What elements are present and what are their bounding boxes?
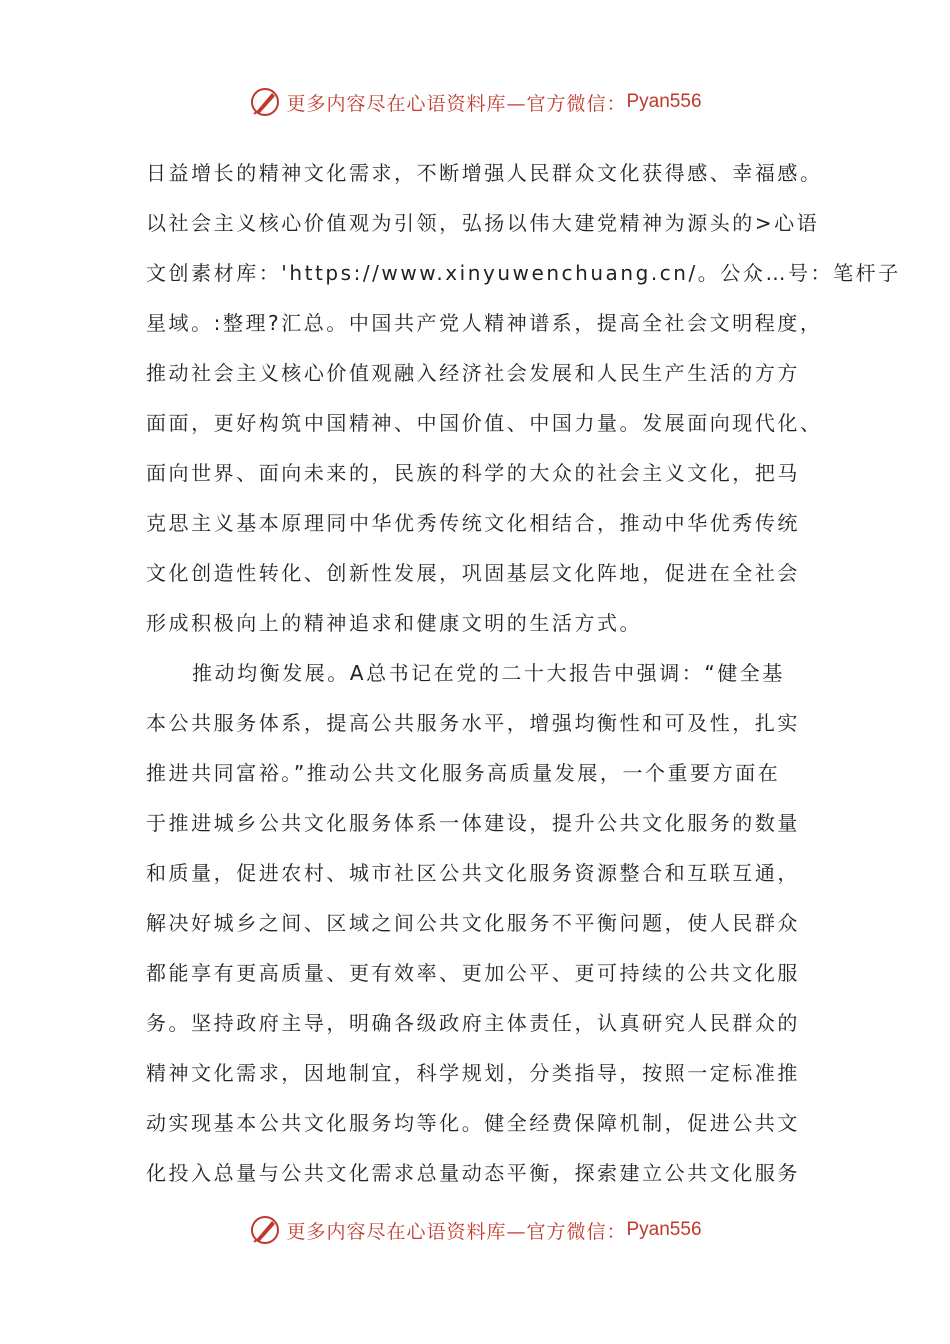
footer-wechat-id: Pyan556 <box>626 1219 702 1240</box>
body-line: 于推进城乡公共文化服务体系一体建设，提升公共文化服务的数量 <box>146 811 800 835</box>
document-body <box>146 148 901 1198</box>
body-line: 以社会主义核心价值观为引领，弘扬以伟大建党精神为源头的>心语 <box>146 211 820 235</box>
body-line: 本公共服务体系，提高公共服务水平，增强均衡性和可及性，扎实 <box>146 711 800 735</box>
body-line: 面面，更好构筑中国精神、中国价值、中国力量。发展面向现代化、 <box>146 411 823 435</box>
body-line: 文创素材库：'https://www.xinyuwenchuang.cn/。公众…号：笔杆子 <box>146 261 901 285</box>
body-line: 推动社会主义核心价值观融入经济社会发展和人民生产生活的方方 <box>146 361 800 385</box>
body-line: 和质量，促进农村、城市社区公共文化服务资源整合和互联互通， <box>146 861 800 885</box>
body-line: 日益增长的精神文化需求，不断增强人民群众文化获得感、幸福感。 <box>146 161 823 185</box>
header-banner-text: 更多内容尽在心语资料库—官方微信： <box>286 92 627 115</box>
body-line: 动实现基本公共文化服务均等化。健全经费保障机制，促进公共文 <box>146 1111 800 1135</box>
body-line: 化投入总量与公共文化需求总量动态平衡，探索建立公共文化服务 <box>146 1161 800 1185</box>
body-line: 形成积极向上的精神追求和健康文明的生活方式。 <box>146 611 643 635</box>
body-line: 推进共同富裕。”推动公共文化服务高质量发展，一个重要方面在 <box>146 761 781 785</box>
body-line: 精神文化需求，因地制宜，科学规划，分类指导，按照一定标准推 <box>146 1061 800 1085</box>
quill-logo-icon <box>248 85 282 119</box>
paragraph-start-line: 推动均衡发展。A总书记在党的二十大报告中强调：“健全基 <box>192 661 785 685</box>
footer-banner <box>0 1210 950 1250</box>
quill-logo-icon <box>248 1213 282 1247</box>
body-line: 都能享有更高质量、更有效率、更加公平、更可持续的公共文化服 <box>146 961 800 985</box>
body-line: 文化创造性转化、创新性发展，巩固基层文化阵地，促进在全社会 <box>146 561 800 585</box>
body-line: 星域。:整理?汇总。中国共产党人精神谱系，提高全社会文明程度， <box>146 311 823 335</box>
body-line: 克思主义基本原理同中华优秀传统文化相结合，推动中华优秀传统 <box>146 511 800 535</box>
header-banner <box>0 82 950 122</box>
body-line: 解决好城乡之间、区域之间公共文化服务不平衡问题，使人民群众 <box>146 911 800 935</box>
header-wechat-id: Pyan556 <box>626 91 702 112</box>
body-line: 务。坚持政府主导，明确各级政府主体责任，认真研究人民群众的 <box>146 1011 800 1035</box>
footer-banner-text: 更多内容尽在心语资料库—官方微信： <box>286 1220 627 1243</box>
body-line: 面向世界、面向未来的，民族的科学的大众的社会主义文化，把马 <box>146 461 800 485</box>
